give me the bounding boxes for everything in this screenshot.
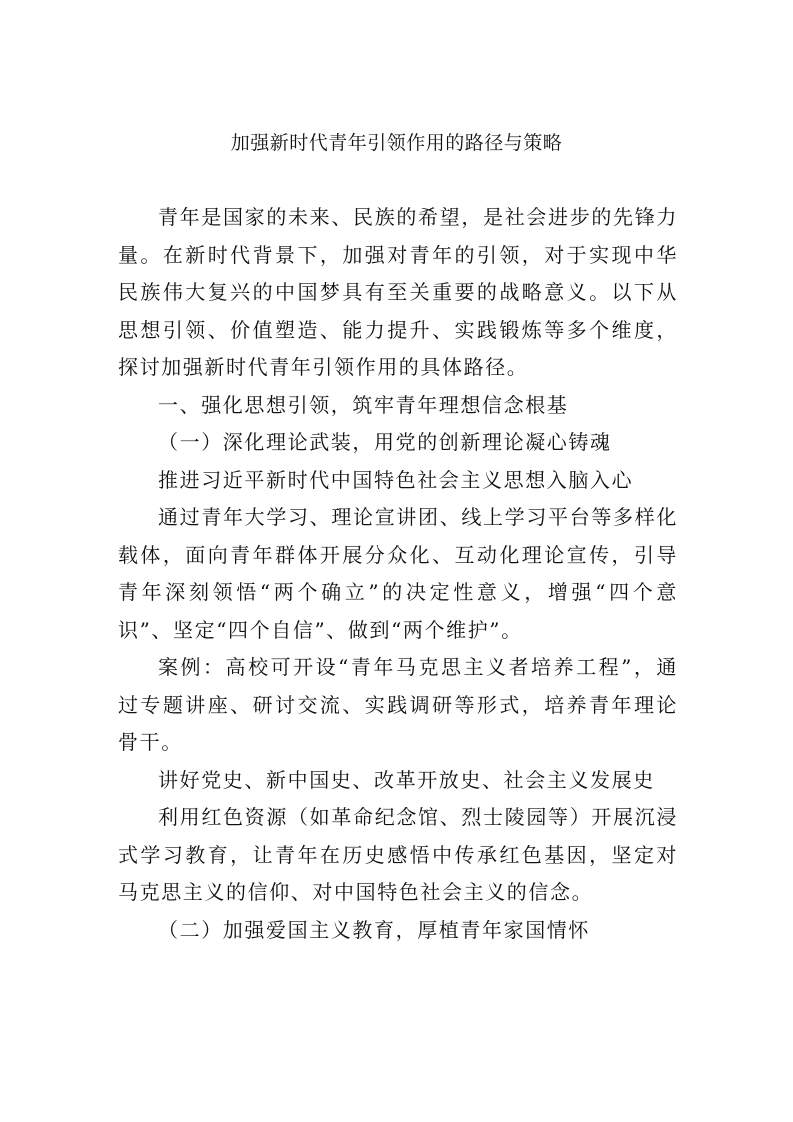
case-paragraph: 案例：高校可开设“青年马克思主义者培养工程”，通过专题讲座、研讨交流、实践调研等形式，培养青年理论骨干。: [118, 655, 678, 754]
point-heading: 推进习近平新时代中国特色社会主义思想入脑入心: [158, 467, 634, 492]
body-paragraph: 利用红色资源（如革命纪念馆、烈士陵园等）开展沉浸式学习教育，让青年在历史感悟中传承红色基因，坚定对马克思主义的信仰、对中国特色社会主义的信念。: [118, 805, 678, 904]
subsection-heading: （二）加强爱国主义教育，厚植青年家国情怀: [158, 917, 590, 942]
section-heading: 一、强化思想引领，筑牢青年理想信念根基: [158, 392, 569, 417]
subsection-heading: （一）深化理论武装，用党的创新理论凝心铸魂: [158, 430, 612, 454]
intro-paragraph: 青年是国家的未来、民族的希望，是社会进步的先锋力量。在新时代背景下，加强对青年的引领，对于实现中华民族伟大复兴的中国梦具有至关重要的战略意义。以下从思想引领、价值塑造、能力提升、实践锻炼等多个维度，探讨加强新时代青年引领作用的具体路径。: [118, 205, 678, 379]
document-title: 加强新时代青年引领作用的路径与策略: [230, 132, 563, 154]
point-heading: 讲好党史、新中国史、改革开放史、社会主义发展史: [158, 767, 655, 792]
document-body: [118, 199, 678, 949]
body-paragraph: 通过青年大学习、理论宣讲团、线上学习平台等多样化载体，面向青年群体开展分众化、互动化理论宣传，引导青年深刻领悟“两个确立”的决定性意义，增强“四个意识”、坚定“四个自信”、做到“两个维护”。: [118, 505, 678, 642]
